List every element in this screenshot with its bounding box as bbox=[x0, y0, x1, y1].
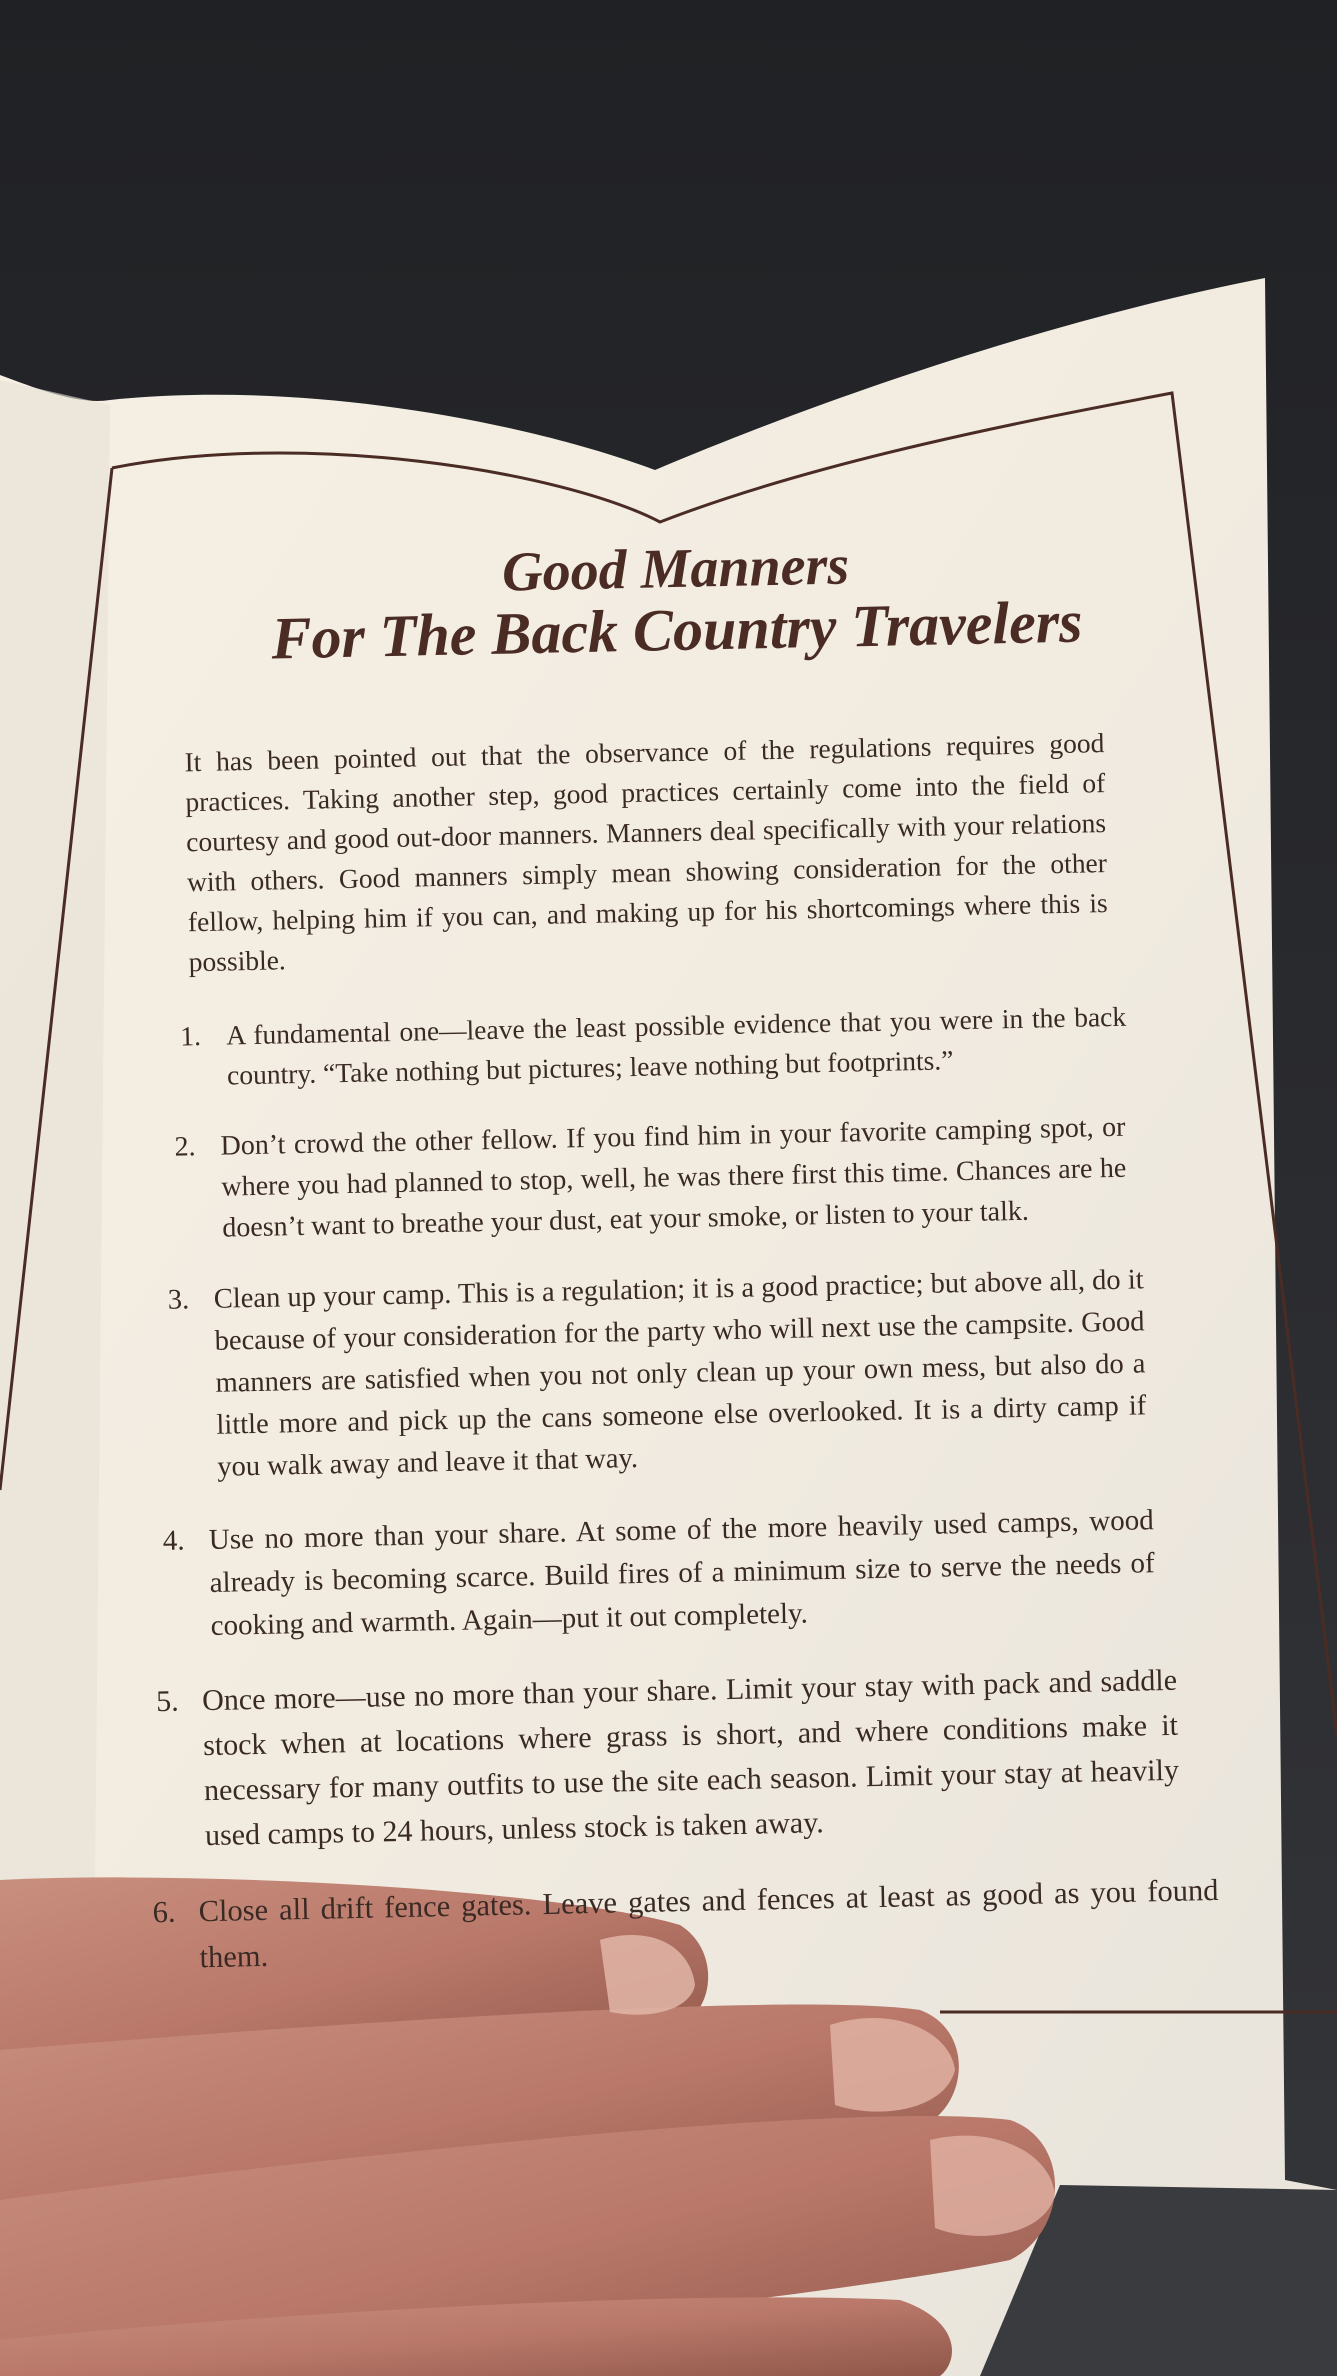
rule-number: 2. bbox=[174, 1130, 196, 1163]
rule-item bbox=[152, 1867, 1220, 1981]
rule-number: 6. bbox=[152, 1894, 176, 1930]
rule-text: Don’t crowd the other fellow. If you find him in your favorite camping spot, or where you had planned to stop, well, he was there first this time. Chances are he doesn’t want to breathe your dust, eat your smoke, or listen to your talk. bbox=[220, 1111, 1127, 1244]
rule-number: 3. bbox=[167, 1284, 190, 1316]
rule-item bbox=[174, 1106, 1127, 1249]
rule-number: 1. bbox=[179, 1019, 202, 1052]
rule-item bbox=[162, 1499, 1155, 1649]
rule-item bbox=[167, 1259, 1147, 1489]
rule-item bbox=[156, 1658, 1181, 1859]
rule-text: Close all drift fence gates. Leave gates and fences at least as good as you found them. bbox=[198, 1872, 1219, 1975]
rule-text: Clean up your camp. This is a regulation; it is a good practice; but above all, do it because of your consideration for the party who will next use the campsite. Good manners are satisfied when you not only clean up your own mess, but also do a little more and pick up the cans someone else overlooked. It is a dirty camp if you walk away and leave it that way. bbox=[213, 1264, 1147, 1483]
rules-list bbox=[152, 995, 1230, 1981]
title-line-2: For The Back Country Travelers bbox=[270, 588, 1084, 672]
rule-text: Use no more than your share. At some of the more heavily used camps, wood already is becoming scarce. Build fires of a minimum size to serve the needs of cooking and warmth. Again—put it out completely. bbox=[208, 1503, 1155, 1642]
document-page bbox=[150, 529, 1230, 2010]
title-line-1: Good Manners bbox=[501, 534, 850, 604]
rule-text: A fundamental one—leave the least possible evidence that you were in the back country. “Take nothing but pictures; leave nothing but footprints.” bbox=[225, 1000, 1127, 1091]
rule-number: 4. bbox=[162, 1524, 185, 1557]
rule-item bbox=[180, 996, 1127, 1096]
page-title bbox=[150, 529, 1202, 673]
rule-text: Once more—use no more than your share. Limit your stay with pack and saddle stock when at locations where grass is short, and where conditions make it necessary for many outfits to use the site each season. Limit your stay at heavily used camps to 24 hours, unless stock is taken away. bbox=[201, 1663, 1180, 1852]
rule-number: 5. bbox=[155, 1684, 180, 1718]
intro-paragraph: It has been pointed out that the observance of the regulations requires good practices. Taking another step, good practices certainly come into the field of courtesy and good out-door manners. Manners deal specifically with your relations with others. Good manners simply mean showing consideration for the other fellow, helping him if you can, and making up for his shortcomings where this is possible. bbox=[184, 726, 1109, 978]
